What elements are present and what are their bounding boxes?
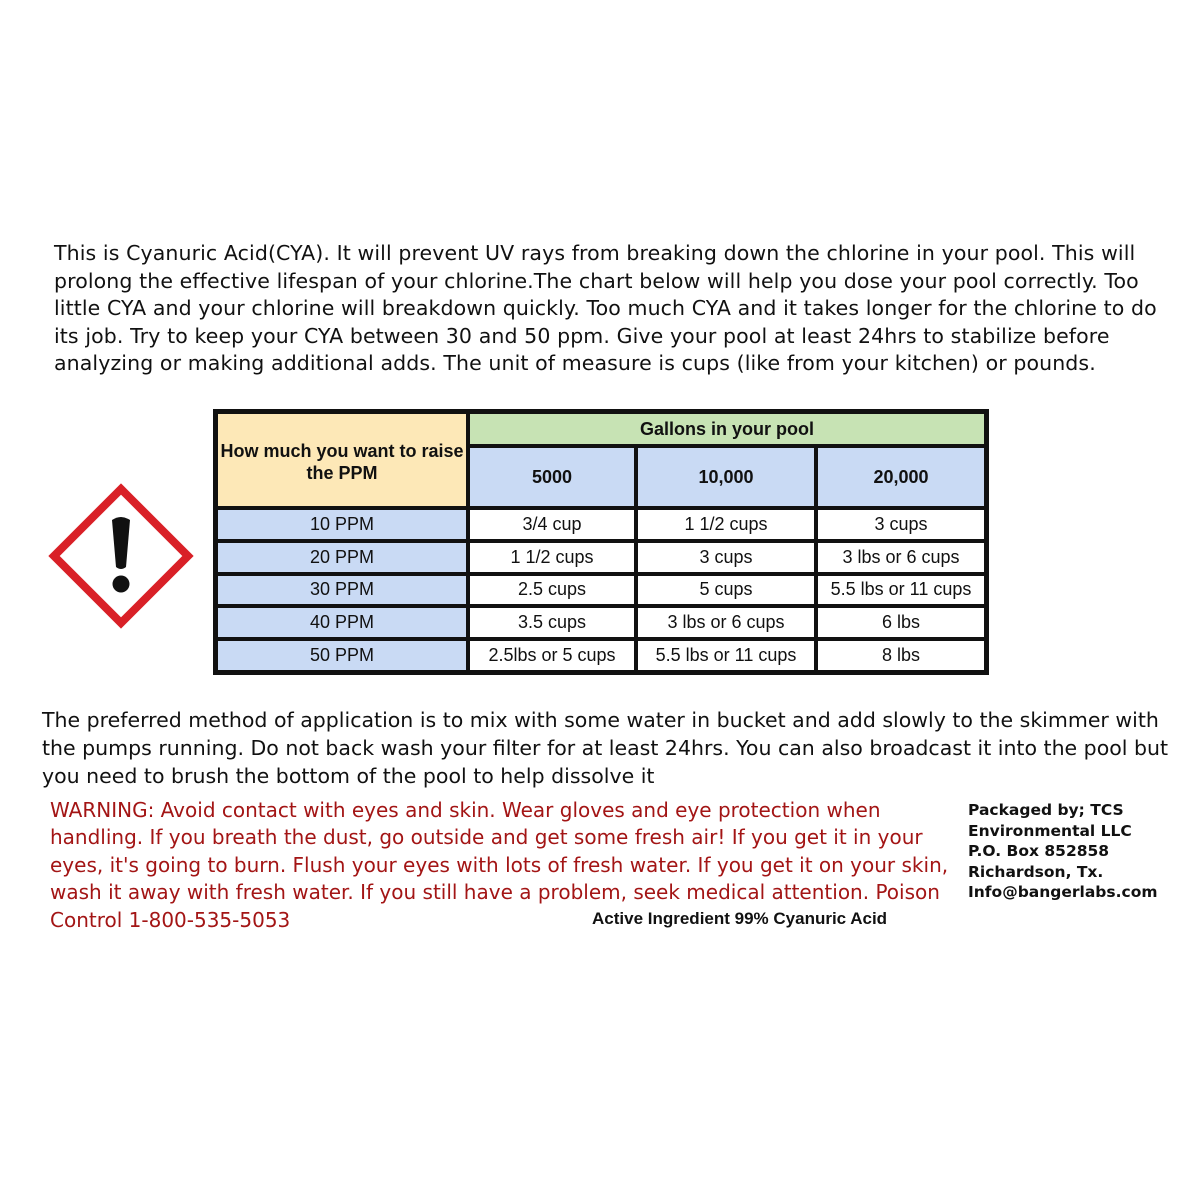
column-header: 10,000 (636, 446, 816, 508)
table-row (216, 541, 986, 574)
intro-paragraph: This is Cyanuric Acid(CYA). It will prevent UV rays from breaking down the chlorine in your pool. This will prolong the effective lifespan of your chlorine.The chart below will help you dose your pool correctly. Too little CYA and your chlorine will breakdown quickly. Too much CYA and it takes longer for the chlorine to do its job. Try to keep your CYA between 30 and 50 ppm. Give your pool at least 24hrs to stabilize before analyzing or making additional adds. The unit of measure is cups (like from your kitchen) or pounds. (54, 241, 1157, 375)
table-cell: 3 cups (816, 508, 986, 541)
table-cell: 3.5 cups (468, 606, 636, 639)
table-cell: 5.5 lbs or 11 cups (816, 574, 986, 607)
column-header: 20,000 (816, 446, 986, 508)
table-cell: 2.5 cups (468, 574, 636, 607)
table-corner-label: How much you want to raise the PPM (216, 412, 468, 508)
column-header: 5000 (468, 446, 636, 508)
application-method-paragraph: The preferred method of application is to mix with some water in bucket and add slowly to the skimmer with the pumps running. Do not back wash your filter for at least 24hrs. You can also broadcast it into the pool but you need to brush the bottom of the pool to help dissolve it (42, 708, 1169, 788)
table-cell: 3 cups (636, 541, 816, 574)
ppm-label: 50 PPM (216, 639, 468, 672)
table-cell: 3/4 cup (468, 508, 636, 541)
packaged-by-block (968, 800, 1168, 903)
table-cell: 3 lbs or 6 cups (816, 541, 986, 574)
gallons-group-header: Gallons in your pool (468, 412, 986, 446)
warning-paragraph: WARNING: Avoid contact with eyes and skin. Wear gloves and eye protection when handling. If you breath the dust, go outside and get some fresh air! If you get it in your eyes, it's going to burn. Flush your eyes with lots of fresh water. If you get it on your skin, wash it away with fresh water. If you still have a problem, seek medical attention. Poison Control 1-800-535-5053 (50, 798, 949, 932)
table-row (216, 574, 986, 607)
table-cell: 1 1/2 cups (636, 508, 816, 541)
po-box: P.O. Box 852858 (968, 842, 1110, 860)
ppm-label: 10 PPM (216, 508, 468, 541)
exclamation-diamond-icon (48, 483, 194, 629)
table-cell: 6 lbs (816, 606, 986, 639)
ppm-label: 30 PPM (216, 574, 468, 607)
dosage-table (213, 409, 989, 675)
table-cell: 5 cups (636, 574, 816, 607)
table-cell: 3 lbs or 6 cups (636, 606, 816, 639)
ppm-label: 20 PPM (216, 541, 468, 574)
packaged-by-line: Packaged by; TCS (968, 801, 1124, 819)
company-name: Environmental LLC (968, 821, 1132, 840)
table-row (216, 606, 986, 639)
table-cell: 2.5lbs or 5 cups (468, 639, 636, 672)
table-cell: 1 1/2 cups (468, 541, 636, 574)
table-row (216, 508, 986, 541)
active-ingredient: Active Ingredient 99% Cyanuric Acid (592, 909, 888, 928)
ppm-label: 40 PPM (216, 606, 468, 639)
table-row (216, 639, 986, 672)
table-cell: 5.5 lbs or 11 cups (636, 639, 816, 672)
city-state: Richardson, Tx. (968, 862, 1104, 881)
contact-email: Info@bangerlabs.com (968, 883, 1158, 901)
table-cell: 8 lbs (816, 639, 986, 672)
